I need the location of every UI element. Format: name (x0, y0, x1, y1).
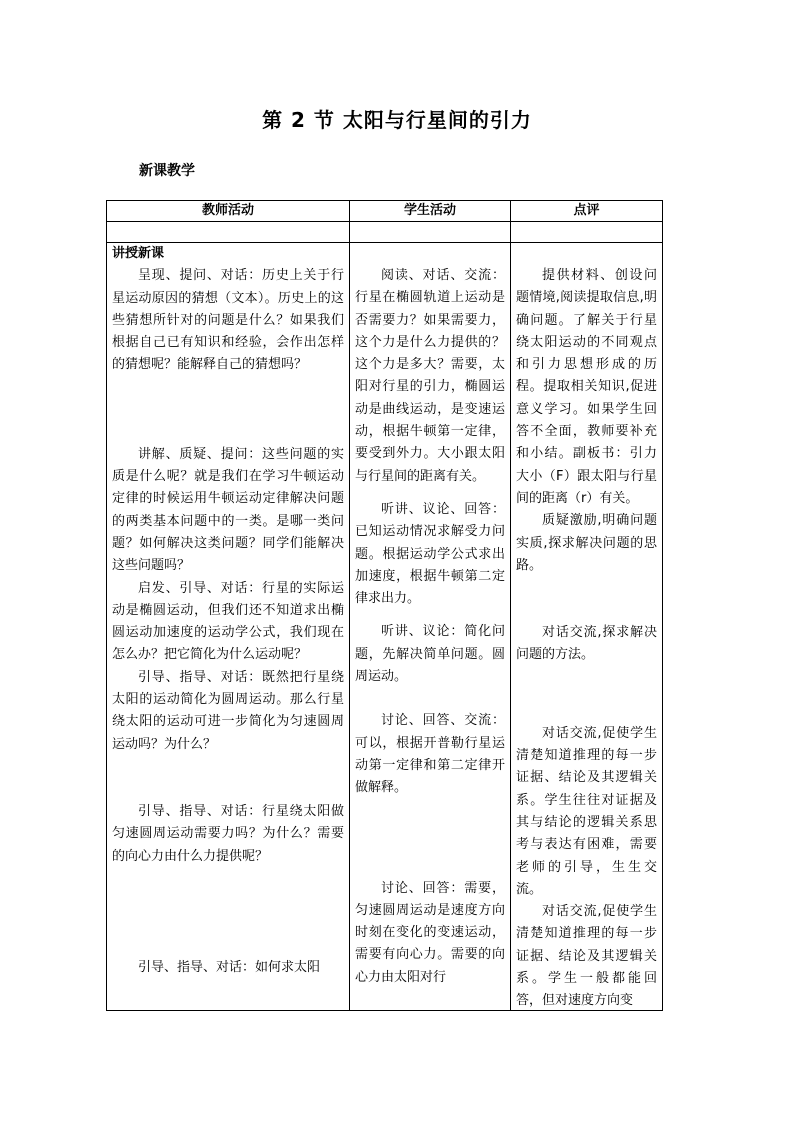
teacher-paragraph: 引导、指导、对话：如何求太阳 (138, 959, 321, 975)
teacher-paragraph: 引导、指导、对话：既然把行星绕太阳的运动简化为圆周运动。那么行星绕太阳的运动可进一步简化为匀速圆周运动吗？为什么？ (112, 669, 344, 752)
comment-paragraph: 对话交流,促使学生清楚知道推理的每一步证据、结论及其逻辑关系。学生往往对证据及其与结论的逻辑关系思考与表达有困难，需要老师的引导，生生交流。 (516, 725, 657, 897)
table-header-row (107, 201, 663, 222)
teacher-paragraph: 讲解、质疑、提问：这些问题的实质是什么呢？就是我们在学习牛顿运动定律的时候运用牛顿运动定律解决问题的两类基本问题中的一类。是哪一类问题？如何解决这类问题？同学们能解决这些问题吗？ (112, 446, 344, 574)
teacher-paragraph: 引导、指导、对话：行星绕太阳做匀速圆周运动需要力吗？为什么？需要的向心力由什么力提供呢？ (112, 803, 344, 864)
section-heading: 讲授新课 (112, 246, 165, 261)
empty-cell (511, 222, 663, 243)
lesson-table (106, 200, 663, 1011)
teacher-paragraph: 呈现、提问、对话：历史上关于行星运动原因的猜想（文本）。历史上的这些猜想所针对的问题是什么？如果我们根据自己已有知识和经验，会作出怎样的猜想呢？能解释自己的猜想吗？ (112, 268, 344, 373)
section-subtitle: 新课教学 (139, 163, 195, 179)
page-title: 第 2 节 太阳与行星间的引力 (262, 108, 532, 132)
teacher-paragraph: 启发、引导、对话：行星的实际运动是椭圆运动，但我们还不知道求出椭圆运动加速度的运动学公式，我们现在怎么办？把它简化为什么运动呢？ (112, 580, 344, 663)
student-paragraph: 听讲、议论：简化问题，先解决简单问题。圆周运动。 (355, 624, 505, 685)
header-student-activity: 学生活动 (350, 201, 511, 222)
comment-paragraph: 质疑激励,明确问题实质,探求解决问题的思路。 (516, 513, 657, 573)
comment-cell (511, 243, 663, 1011)
empty-cell (350, 222, 511, 243)
student-paragraph: 听讲、议论、回答：已知运动情况求解受力问题。根据运动学公式求出加速度，根据牛顿第二定律求出力。 (355, 501, 505, 607)
student-paragraph: 阅读、对话、交流：行星在椭圆轨道上运动是否需要力？如果需要力，这个力是什么力提供的？这个力是多大？需要，太阳对行星的引力，椭圆运动是曲线运动，是变速运动，根据牛顿第一定律，要受到外力。大小跟太阳与行星间的距离有关。 (355, 268, 505, 484)
student-paragraph: 讨论、回答：需要，匀速圆周运动是速度方向时刻在变化的变速运动，需要有向心力。需要的向心力由太阳对行 (355, 880, 505, 985)
empty-cell (107, 222, 350, 243)
comment-paragraph: 对话交流,促使学生清楚知道推理的每一步证据、结论及其逻辑关系。学生一般都能回答，但对速度方向变 (516, 904, 657, 1009)
student-paragraph: 讨论、回答、交流：可以，根据开普勒行星运动第一定律和第二定律开做解释。 (355, 713, 505, 796)
comment-paragraph: 对话交流,探求解决问题的方法。 (516, 625, 657, 663)
table-empty-row (107, 222, 663, 243)
header-comment: 点评 (511, 201, 663, 222)
table-content-row (107, 243, 663, 1011)
comment-paragraph: 提供材料、创设问题情境,阅读提取信息,明确问题。了解关于行星绕太阳运动的不同观点和引力思想形成的历程。提取相关知识,促进意义学习。如果学生回答不全面，教师要补充和小结。副板书：引力大小（F）跟太阳与行星间的距离（r）有关。 (516, 268, 657, 506)
header-teacher-activity: 教师活动 (107, 201, 350, 222)
student-activity-cell (350, 243, 511, 1011)
teacher-activity-cell (107, 243, 350, 1011)
